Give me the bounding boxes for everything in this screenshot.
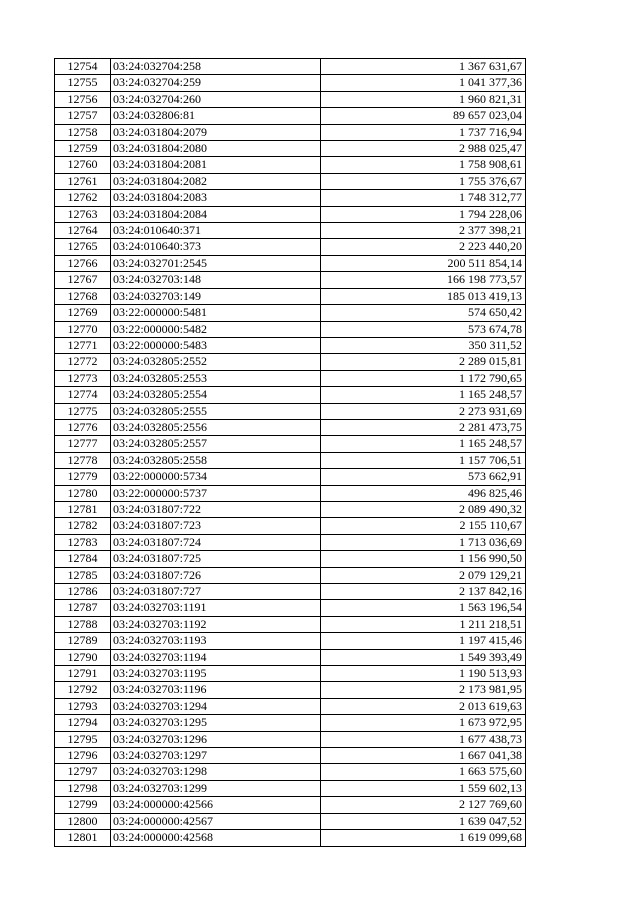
table-row	[55, 469, 526, 485]
cadastral-number-cell: 03:24:032703:1298	[111, 764, 321, 780]
table-row	[55, 534, 526, 550]
cadastral-value-cell: 2 377 398,21	[321, 223, 526, 239]
row-number-cell: 12782	[55, 518, 111, 534]
row-number-cell: 12789	[55, 633, 111, 649]
cadastral-value-cell: 1 748 312,77	[321, 190, 526, 206]
table-row	[55, 452, 526, 468]
table-row	[55, 255, 526, 271]
cadastral-value-cell: 1 713 036,69	[321, 534, 526, 550]
table-row	[55, 698, 526, 714]
cadastral-number-cell: 03:24:031807:725	[111, 551, 321, 567]
cadastral-number-cell: 03:24:032703:1295	[111, 715, 321, 731]
row-number-cell: 12762	[55, 190, 111, 206]
table-row	[55, 485, 526, 501]
cadastral-value-cell: 1 794 228,06	[321, 206, 526, 222]
cadastral-number-cell: 03:24:032703:1195	[111, 666, 321, 682]
cadastral-number-cell: 03:24:032701:2545	[111, 255, 321, 271]
table-row	[55, 239, 526, 255]
table-row	[55, 616, 526, 632]
table-row	[55, 321, 526, 337]
row-number-cell: 12772	[55, 354, 111, 370]
table-row	[55, 600, 526, 616]
cadastral-number-cell: 03:24:032805:2557	[111, 436, 321, 452]
cadastral-number-cell: 03:24:032806:81	[111, 108, 321, 124]
cadastral-number-cell: 03:24:032703:1299	[111, 780, 321, 796]
cadastral-number-cell: 03:24:032703:1296	[111, 731, 321, 747]
cadastral-value-cell: 1 677 438,73	[321, 731, 526, 747]
table-row	[55, 764, 526, 780]
cadastral-value-cell: 1 673 972,95	[321, 715, 526, 731]
row-number-cell: 12761	[55, 173, 111, 189]
table-row	[55, 272, 526, 288]
row-number-cell: 12787	[55, 600, 111, 616]
cadastral-number-cell: 03:22:000000:5734	[111, 469, 321, 485]
row-number-cell: 12796	[55, 748, 111, 764]
cadastral-number-cell: 03:24:000000:42567	[111, 813, 321, 829]
cadastral-value-cell: 2 013 619,63	[321, 698, 526, 714]
row-number-cell: 12768	[55, 288, 111, 304]
cadastral-value-cell: 350 311,52	[321, 337, 526, 353]
row-number-cell: 12785	[55, 567, 111, 583]
cadastral-value-cell: 2 089 490,32	[321, 501, 526, 517]
cadastral-number-cell: 03:24:032703:1191	[111, 600, 321, 616]
row-number-cell: 12799	[55, 797, 111, 813]
row-number-cell: 12797	[55, 764, 111, 780]
cadastral-number-cell: 03:24:032805:2558	[111, 452, 321, 468]
table-row	[55, 370, 526, 386]
cadastral-value-cell: 1 755 376,67	[321, 173, 526, 189]
cadastral-number-cell: 03:24:010640:373	[111, 239, 321, 255]
table-row	[55, 797, 526, 813]
row-number-cell: 12793	[55, 698, 111, 714]
row-number-cell: 12771	[55, 337, 111, 353]
table-row	[55, 731, 526, 747]
cadastral-value-cell: 496 825,46	[321, 485, 526, 501]
row-number-cell: 12759	[55, 141, 111, 157]
cadastral-value-cell: 2 137 842,16	[321, 584, 526, 600]
cadastral-value-cell: 1 197 415,46	[321, 633, 526, 649]
table-row	[55, 501, 526, 517]
row-number-cell: 12777	[55, 436, 111, 452]
table-row	[55, 666, 526, 682]
row-number-cell: 12754	[55, 59, 111, 75]
table-row	[55, 288, 526, 304]
table-row	[55, 715, 526, 731]
row-number-cell: 12758	[55, 124, 111, 140]
cadastral-number-cell: 03:24:032805:2556	[111, 419, 321, 435]
table-row	[55, 91, 526, 107]
table-body	[55, 59, 526, 847]
cadastral-number-cell: 03:24:032805:2555	[111, 403, 321, 419]
row-number-cell: 12773	[55, 370, 111, 386]
cadastral-value-cell: 1 758 908,61	[321, 157, 526, 173]
cadastral-value-cell: 200 511 854,14	[321, 255, 526, 271]
row-number-cell: 12776	[55, 419, 111, 435]
cadastral-value-cell: 1 190 513,93	[321, 666, 526, 682]
row-number-cell: 12765	[55, 239, 111, 255]
cadastral-number-cell: 03:24:032703:149	[111, 288, 321, 304]
cadastral-value-cell: 89 657 023,04	[321, 108, 526, 124]
table-row	[55, 682, 526, 698]
table-row	[55, 649, 526, 665]
cadastral-number-cell: 03:24:031804:2079	[111, 124, 321, 140]
cadastral-value-cell: 2 223 440,20	[321, 239, 526, 255]
row-number-cell: 12769	[55, 305, 111, 321]
cadastral-number-cell: 03:24:032704:260	[111, 91, 321, 107]
table-row	[55, 567, 526, 583]
cadastral-value-cell: 185 013 419,13	[321, 288, 526, 304]
cadastral-value-cell: 1 667 041,38	[321, 748, 526, 764]
row-number-cell: 12775	[55, 403, 111, 419]
row-number-cell: 12795	[55, 731, 111, 747]
cadastral-value-cell: 1 549 393,49	[321, 649, 526, 665]
cadastral-value-cell: 2 155 110,67	[321, 518, 526, 534]
cadastral-value-cell: 2 289 015,81	[321, 354, 526, 370]
cadastral-number-cell: 03:24:032703:1192	[111, 616, 321, 632]
table-row	[55, 551, 526, 567]
cadastral-value-cell: 1 663 575,60	[321, 764, 526, 780]
cadastral-value-cell: 1 157 706,51	[321, 452, 526, 468]
cadastral-number-cell: 03:24:031807:726	[111, 567, 321, 583]
cadastral-value-cell: 574 650,42	[321, 305, 526, 321]
cadastral-value-cell: 1 563 196,54	[321, 600, 526, 616]
cadastral-number-cell: 03:24:032703:1193	[111, 633, 321, 649]
table-row	[55, 190, 526, 206]
table-row	[55, 223, 526, 239]
cadastral-value-cell: 1 211 218,51	[321, 616, 526, 632]
row-number-cell: 12780	[55, 485, 111, 501]
cadastral-number-cell: 03:24:031804:2082	[111, 173, 321, 189]
table-row	[55, 633, 526, 649]
cadastral-number-cell: 03:24:032805:2553	[111, 370, 321, 386]
row-number-cell: 12779	[55, 469, 111, 485]
row-number-cell: 12801	[55, 830, 111, 846]
cadastral-value-cell: 2 281 473,75	[321, 419, 526, 435]
cadastral-value-cell: 2 988 025,47	[321, 141, 526, 157]
cadastral-number-cell: 03:22:000000:5481	[111, 305, 321, 321]
table-row	[55, 813, 526, 829]
row-number-cell: 12798	[55, 780, 111, 796]
cadastral-number-cell: 03:24:031807:727	[111, 584, 321, 600]
cadastral-value-cell: 573 662,91	[321, 469, 526, 485]
row-number-cell: 12766	[55, 255, 111, 271]
cadastral-number-cell: 03:24:031804:2081	[111, 157, 321, 173]
table-row	[55, 173, 526, 189]
cadastral-number-cell: 03:24:031807:724	[111, 534, 321, 550]
cadastral-number-cell: 03:24:031804:2083	[111, 190, 321, 206]
cadastral-value-cell: 1 165 248,57	[321, 387, 526, 403]
row-number-cell: 12791	[55, 666, 111, 682]
row-number-cell: 12770	[55, 321, 111, 337]
cadastral-value-cell: 1 156 990,50	[321, 551, 526, 567]
table-row	[55, 75, 526, 91]
cadastral-number-cell: 03:24:031807:722	[111, 501, 321, 517]
cadastral-number-cell: 03:24:010640:371	[111, 223, 321, 239]
row-number-cell: 12786	[55, 584, 111, 600]
cadastral-value-cell: 1 172 790,65	[321, 370, 526, 386]
row-number-cell: 12781	[55, 501, 111, 517]
cadastral-number-cell: 03:22:000000:5483	[111, 337, 321, 353]
table-row	[55, 305, 526, 321]
cadastral-number-cell: 03:22:000000:5737	[111, 485, 321, 501]
row-number-cell: 12784	[55, 551, 111, 567]
row-number-cell: 12792	[55, 682, 111, 698]
cadastral-number-cell: 03:24:031807:723	[111, 518, 321, 534]
table-row	[55, 748, 526, 764]
cadastral-value-cell: 1 367 631,67	[321, 59, 526, 75]
table-row	[55, 337, 526, 353]
cadastral-number-cell: 03:24:032805:2552	[111, 354, 321, 370]
table-row	[55, 403, 526, 419]
table-row	[55, 436, 526, 452]
cadastral-value-cell: 166 198 773,57	[321, 272, 526, 288]
cadastral-value-cell: 1 619 099,68	[321, 830, 526, 846]
row-number-cell: 12756	[55, 91, 111, 107]
table-row	[55, 108, 526, 124]
cadastral-value-cell: 2 173 981,95	[321, 682, 526, 698]
table-row	[55, 780, 526, 796]
cadastral-number-cell: 03:24:000000:42566	[111, 797, 321, 813]
table-row	[55, 157, 526, 173]
cadastral-number-cell: 03:24:032805:2554	[111, 387, 321, 403]
row-number-cell: 12790	[55, 649, 111, 665]
table-row	[55, 419, 526, 435]
table-row	[55, 830, 526, 846]
table-row	[55, 141, 526, 157]
table-row	[55, 518, 526, 534]
row-number-cell: 12760	[55, 157, 111, 173]
cadastral-number-cell: 03:24:032703:1194	[111, 649, 321, 665]
table-row	[55, 124, 526, 140]
row-number-cell: 12800	[55, 813, 111, 829]
row-number-cell: 12783	[55, 534, 111, 550]
cadastral-value-cell: 1 737 716,94	[321, 124, 526, 140]
cadastral-number-cell: 03:24:032704:259	[111, 75, 321, 91]
row-number-cell: 12755	[55, 75, 111, 91]
row-number-cell: 12763	[55, 206, 111, 222]
cadastral-number-cell: 03:24:032703:1294	[111, 698, 321, 714]
table-row	[55, 584, 526, 600]
cadastral-value-cell: 573 674,78	[321, 321, 526, 337]
row-number-cell: 12757	[55, 108, 111, 124]
row-number-cell: 12788	[55, 616, 111, 632]
row-number-cell: 12767	[55, 272, 111, 288]
row-number-cell: 12774	[55, 387, 111, 403]
cadastral-number-cell: 03:24:031804:2080	[111, 141, 321, 157]
table-row	[55, 354, 526, 370]
cadastral-value-cell: 2 273 931,69	[321, 403, 526, 419]
cadastral-number-cell: 03:24:032703:1297	[111, 748, 321, 764]
cadastral-number-cell: 03:24:032703:148	[111, 272, 321, 288]
table-row	[55, 59, 526, 75]
row-number-cell: 12794	[55, 715, 111, 731]
cadastral-value-cell: 2 079 129,21	[321, 567, 526, 583]
row-number-cell: 12764	[55, 223, 111, 239]
cadastral-value-table	[54, 58, 526, 847]
cadastral-value-cell: 2 127 769,60	[321, 797, 526, 813]
cadastral-value-cell: 1 041 377,36	[321, 75, 526, 91]
cadastral-value-cell: 1 960 821,31	[321, 91, 526, 107]
cadastral-value-cell: 1 639 047,52	[321, 813, 526, 829]
table-row	[55, 206, 526, 222]
cadastral-number-cell: 03:24:031804:2084	[111, 206, 321, 222]
cadastral-number-cell: 03:24:000000:42568	[111, 830, 321, 846]
cadastral-number-cell: 03:22:000000:5482	[111, 321, 321, 337]
cadastral-number-cell: 03:24:032704:258	[111, 59, 321, 75]
cadastral-number-cell: 03:24:032703:1196	[111, 682, 321, 698]
cadastral-value-cell: 1 559 602,13	[321, 780, 526, 796]
row-number-cell: 12778	[55, 452, 111, 468]
cadastral-value-cell: 1 165 248,57	[321, 436, 526, 452]
table-row	[55, 387, 526, 403]
